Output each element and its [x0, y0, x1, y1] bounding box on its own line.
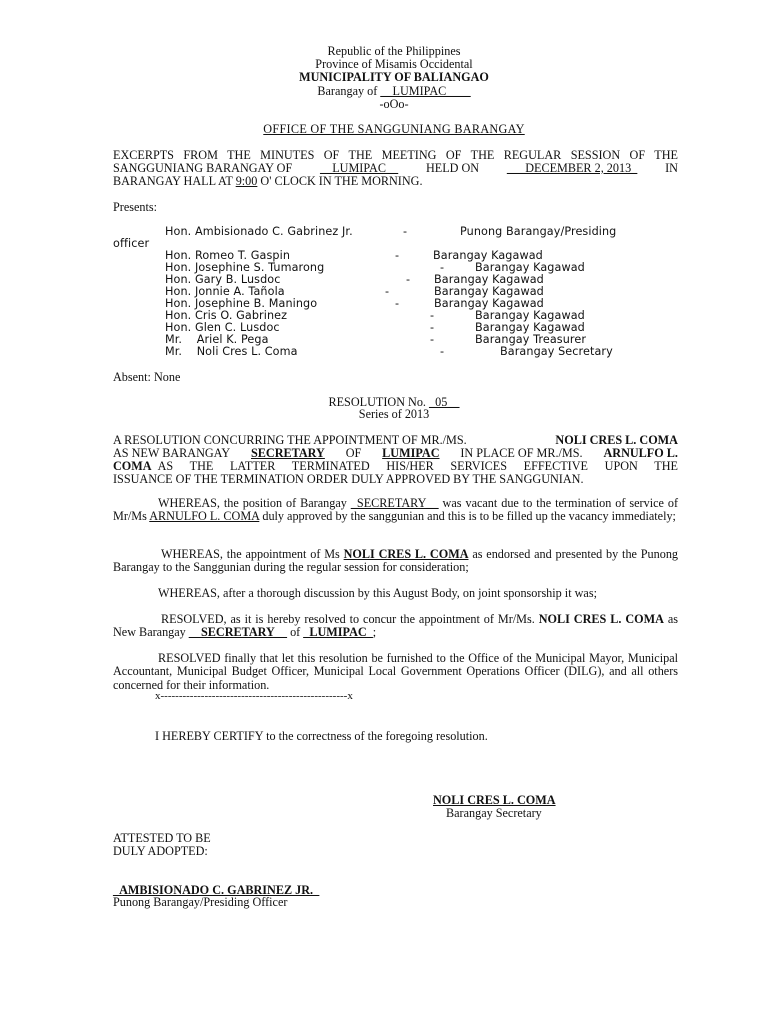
- attested-line-2: DULY ADOPTED:: [113, 844, 208, 858]
- header-province: Province of Misamis Occidental: [315, 57, 473, 71]
- present-name: Hon. Cris O. Gabrinez: [165, 309, 288, 322]
- present-position: Barangay Kagawad: [434, 273, 544, 286]
- absent-line: Absent: None: [113, 370, 181, 384]
- title-text: OF: [345, 446, 362, 460]
- present-name: Hon. Gary B. Lusdoc: [165, 273, 281, 286]
- title-barangay: LUMIPAC: [382, 446, 440, 460]
- title-line-4: ISSUANCE OF THE TERMINATION ORDER DULY APPROVED BY THE SANGGUNIAN.: [113, 472, 584, 486]
- appointee-name: NOLI CRES L. COMA: [555, 433, 678, 447]
- excerpt-line-3: [113, 174, 423, 189]
- certify-statement: I HEREBY CERTIFY to the correctness of the foregoing resolution.: [155, 729, 488, 743]
- whereas-name: ARNULFO L. COMA: [149, 509, 260, 524]
- replaced-name-cont: COMA: [113, 459, 152, 473]
- whereas-1: [113, 497, 678, 524]
- excerpt-date: ___DECEMBER 2, 2013_: [506, 161, 638, 175]
- whereas-text: was vacant due to the termination of service of Mr/Ms: [113, 496, 679, 524]
- replaced-name: ARNULFO L.: [603, 446, 678, 460]
- title-text: AS THE LATTER TERMINATED HIS/HER SERVICES EFFECTIVE UPON THE: [157, 459, 678, 473]
- present-name: Mr. Noli Cres L. Coma: [165, 345, 298, 358]
- title-text: IN PLACE OF MR./MS.: [460, 446, 583, 460]
- present-dash: -: [440, 261, 445, 274]
- present-dash: -: [430, 309, 435, 322]
- header-ornament: -oOo-: [379, 97, 409, 111]
- present-name: Hon. Ambisionado C. Gabrinez Jr.: [165, 225, 353, 238]
- present-dash: -: [406, 273, 411, 286]
- whereas-text: WHEREAS, the position of Barangay: [158, 496, 347, 510]
- resolved-1: [113, 613, 678, 640]
- present-dash: -: [430, 333, 435, 346]
- resolved-name: NOLI CRES L. COMA: [538, 612, 664, 626]
- whereas-3: WHEREAS, after a thorough discussion by this August Body, on joint sponsorship it was;: [158, 586, 597, 600]
- present-name: Hon. Jonnie A. Tañola: [165, 285, 285, 298]
- header-republic: Republic of the Philippines: [327, 44, 461, 58]
- present-dash: -: [403, 225, 408, 238]
- present-name: Mr. Ariel K. Pega: [165, 333, 269, 346]
- present-name: Hon. Glen C. Lusdoc: [165, 321, 280, 334]
- resolution-value: _05__: [429, 395, 460, 409]
- whereas-2: [113, 548, 678, 575]
- resolved-text: of: [290, 625, 301, 640]
- present-position: Barangay Kagawad: [433, 249, 543, 262]
- excerpt-line-1: EXCERPTS FROM THE MINUTES OF THE MEETING OF THE REGULAR SESSION OF THE: [113, 148, 678, 162]
- whereas-text: duly approved by the sanggunian and this is to be filled up the vacancy immediately;: [262, 509, 676, 524]
- present-name: Hon. Josephine B. Maningo: [165, 297, 318, 310]
- header-municipality: MUNICIPALITY OF BALIANGAO: [299, 70, 489, 84]
- present-name-continued: officer: [113, 237, 150, 250]
- present-position: Barangay Treasurer: [475, 333, 587, 346]
- present-position: Punong Barangay/Presiding: [460, 225, 617, 238]
- title-text: AS NEW BARANGAY: [113, 446, 231, 460]
- whereas-text: as endorsed and presented by the Punong Barangay to the Sanggunian during the regular session for consideration;: [113, 547, 679, 575]
- office-title: OFFICE OF THE SANGGUNIANG BARANGAY: [263, 122, 525, 136]
- resolved-text: ;: [372, 625, 377, 640]
- present-position: Barangay Kagawad: [434, 285, 544, 298]
- resolved-2: RESOLVED finally that let this resolution be furnished to the Office of the Municipal Mayor, Municipal Accountant, Municipal Budget Officer, Municipal Local Government Operations Officer (DILG), and all others concerned for their information.: [113, 651, 678, 692]
- present-name: Hon. Romeo T. Gaspin: [165, 249, 291, 262]
- separator-line: x---------------------------------------------------x: [155, 690, 353, 702]
- presents-label: Presents:: [113, 200, 158, 214]
- present-position: Barangay Kagawad: [434, 297, 544, 310]
- secretary-title: Barangay Secretary: [446, 806, 542, 820]
- present-position: Barangay Kagawad: [475, 321, 585, 334]
- present-position: Barangay Kagawad: [475, 261, 585, 274]
- barangay-name: __LUMIPAC____: [380, 84, 471, 98]
- present-position: Barangay Secretary: [500, 345, 613, 358]
- resolved-barangay: _LUMIPAC_: [303, 625, 373, 640]
- excerpt-text: SANGGUNIANG BARANGAY OF: [113, 161, 293, 175]
- punong-title: Punong Barangay/Presiding Officer: [113, 895, 288, 909]
- present-dash: -: [385, 285, 390, 298]
- whereas-position: _SECRETARY__: [350, 496, 439, 510]
- title-text: A RESOLUTION CONCURRING THE APPOINTMENT OF MR./MS.: [113, 433, 467, 447]
- present-name: Hon. Josephine S. Tumarong: [165, 261, 325, 274]
- excerpt-text: HELD ON: [425, 161, 480, 175]
- title-position: SECRETARY: [251, 446, 325, 460]
- present-dash: -: [430, 321, 435, 334]
- excerpt-time: 9:00: [235, 174, 258, 188]
- excerpt-text: O' CLOCK IN THE MORNING.: [260, 174, 423, 188]
- whereas-text: WHEREAS, the appointment of Ms: [161, 547, 340, 561]
- resolved-text: as New Barangay: [113, 612, 679, 640]
- punong-name: _AMBISIONADO C. GABRINEZ JR._: [113, 883, 320, 897]
- present-position: Barangay Kagawad: [475, 309, 585, 322]
- attested-line-1: ATTESTED TO BE: [113, 831, 211, 845]
- resolved-position: __SECRETARY__: [188, 625, 288, 640]
- whereas-name: NOLI CRES L. COMA: [343, 547, 469, 561]
- secretary-name: NOLI CRES L. COMA: [433, 793, 556, 807]
- present-dash: -: [395, 297, 400, 310]
- present-dash: -: [440, 345, 445, 358]
- excerpt-text: IN: [665, 161, 678, 175]
- barangay-prefix: Barangay of: [317, 84, 378, 98]
- excerpt-text: BARANGAY HALL AT: [113, 174, 233, 188]
- resolution-label: RESOLUTION No.: [328, 395, 426, 409]
- excerpt-barangay: __LUMIPAC__: [320, 161, 399, 175]
- resolution-series: Series of 2013: [358, 407, 430, 421]
- present-dash: -: [395, 249, 400, 262]
- resolved-text: RESOLVED, as it is hereby resolved to concur the appointment of Mr/Ms.: [161, 612, 535, 626]
